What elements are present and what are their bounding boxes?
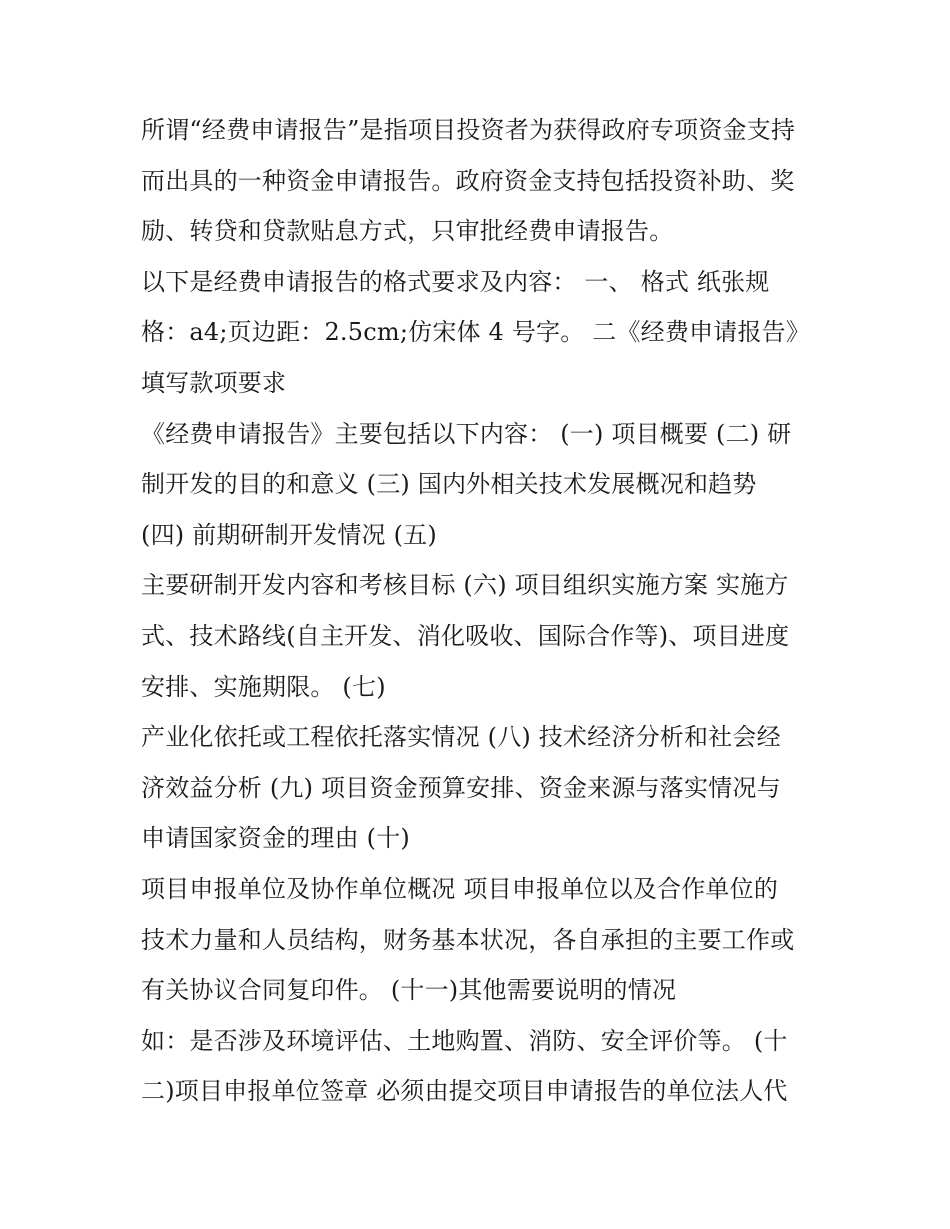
text-line: 如：是否涉及环境评估、土地购置、消防、安全评价等。 (十 (141, 1026, 788, 1055)
text-line: 安排、实施期限。 (七) (141, 672, 386, 701)
text-line: 格：a4;页边距：2.5cm;仿宋体 4 号字。 二《经费申请报告》 (141, 318, 811, 347)
document-body (141, 105, 831, 1117)
paragraph-format-requirements (141, 257, 831, 409)
text-line: 式、技术路线(自主开发、消化吸收、国际合作等)、项目进度 (141, 621, 790, 650)
text-line: 制开发的目的和意义 (三) 国内外相关技术发展概况和趋势 (141, 470, 757, 499)
text-line: 所谓“经费申请报告”是指项目投资者为获得政府专项资金支持 (141, 116, 796, 144)
paragraph-applicant-overview (141, 864, 831, 1016)
text-line: 技术力量和人员结构，财务基本状况，各自承担的主要工作或 (141, 925, 795, 954)
text-line: 二)项目申报单位签章 必须由提交项目申请报告的单位法人代 (141, 1077, 788, 1106)
text-line: 项目申报单位及协作单位概况 项目申报单位以及合作单位的 (141, 874, 779, 903)
paragraph-contents-list (141, 409, 831, 561)
text-line: 励、转贷和贷款贴息方式，只审批经费申请报告。 (141, 217, 674, 246)
paragraph-definition (141, 105, 831, 257)
text-line: 《经费申请报告》主要包括以下内容： (一) 项目概要 (二) 研 (141, 419, 792, 448)
text-line: 产业化依托或工程依托落实情况 (八) 技术经济分析和社会经 (141, 723, 781, 752)
text-line: 以下是经费申请报告的格式要求及内容： 一、 格式 纸张规 (141, 267, 770, 296)
text-line: 申请国家资金的理由 (十) (141, 824, 410, 853)
paragraph-development-plan (141, 560, 831, 712)
paragraph-industrialization (141, 712, 831, 864)
text-line: 有关协议合同复印件。 (十一)其他需要说明的情况 (141, 976, 677, 1005)
text-line: 主要研制开发内容和考核目标 (六) 项目组织实施方案 实施方 (141, 571, 789, 600)
text-line: 而出具的一种资金申请报告。政府资金支持包括投资补助、奖 (141, 166, 795, 195)
text-line: 济效益分析 (九) 项目资金预算安排、资金来源与落实情况与 (141, 773, 781, 802)
text-line: 填写款项要求 (141, 368, 287, 397)
paragraph-other-notes (141, 1016, 831, 1117)
text-line: (四) 前期研制开发情况 (五) (141, 520, 437, 549)
